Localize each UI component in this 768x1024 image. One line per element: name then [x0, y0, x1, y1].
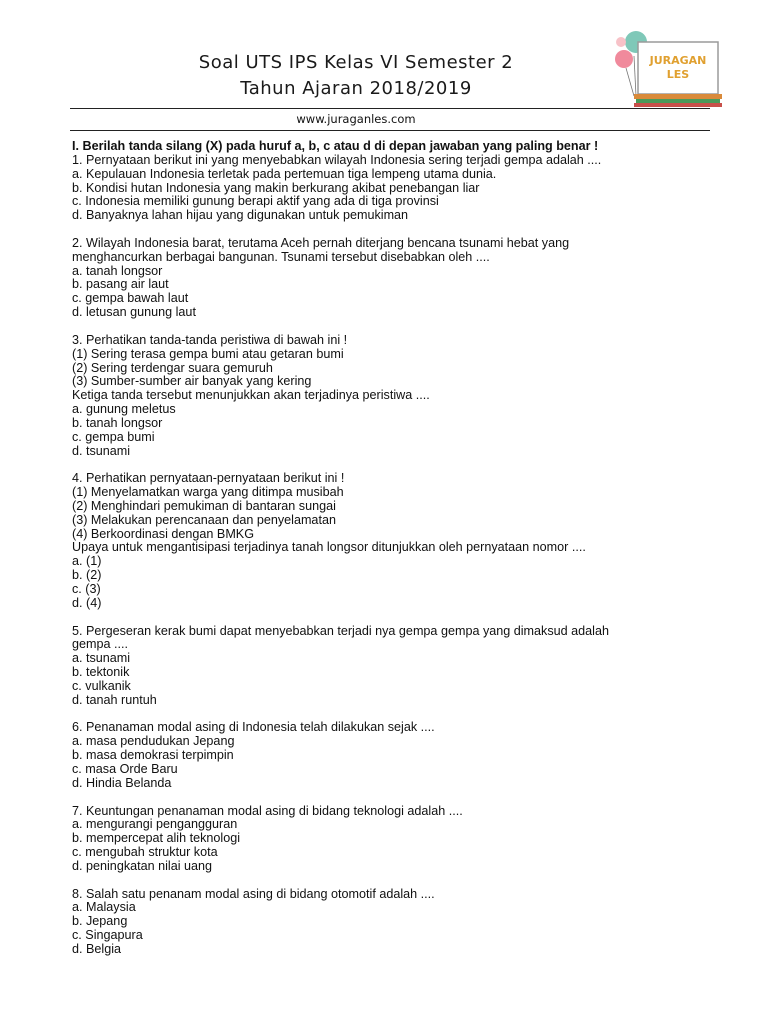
question-text: Ketiga tanda tersebut menunjukkan akan terjadinya peristiwa .... [72, 388, 430, 403]
question-text: 3. Perhatikan tanda-tanda peristiwa di bawah ini ! [72, 332, 348, 347]
question-text: (2) Sering terdengar suara gemuruh [72, 360, 273, 375]
logo-text-line2: LES [666, 68, 690, 81]
logo-text-line1: JURAGAN [649, 54, 707, 67]
question-8 [72, 874, 742, 957]
question-text: 5. Pergeseran kerak bumi dapat menyebabkan terjadi nya gempa gempa yang dimaksud adalah [72, 623, 609, 638]
answer-option: c. gempa bumi [72, 429, 155, 444]
header-divider-top [70, 108, 710, 109]
question-text: 2. Wilayah Indonesia barat, terutama Aceh pernah diterjang bencana tsunami hebat yang [72, 235, 570, 250]
instruction: I. Berilah tanda silang (X) pada huruf a, b, c atau d di depan jawaban yang paling benar ! [72, 139, 599, 153]
answer-option: b. tektonik [72, 665, 130, 680]
question-text: 4. Perhatikan pernyataan-pernyataan berikut ini ! [72, 471, 345, 486]
question-7 [72, 791, 742, 874]
answer-option: a. gunung meletus [72, 402, 176, 417]
question-4 [72, 458, 742, 610]
answer-option: a. (1) [72, 554, 102, 569]
answer-option: b. (2) [72, 568, 102, 583]
website-url: www.juraganles.com [296, 112, 416, 126]
question-text: (1) Sering terasa gempa bumi atau getaran bumi [72, 346, 344, 361]
answer-option: a. Kepulauan Indonesia terletak pada pertemuan tiga lempeng utama dunia. [72, 166, 497, 181]
question-5 [72, 611, 742, 708]
question-text: 6. Penanaman modal asing di Indonesia telah dilakukan sejak .... [72, 720, 435, 735]
question-text: (3) Sumber-sumber air banyak yang kering [72, 374, 312, 389]
answer-option: b. Kondisi hutan Indonesia yang makin berkurang akibat penebangan liar [72, 180, 480, 195]
answer-option: d. peningkatan nilai uang [72, 858, 213, 873]
question-text: 1. Pernyataan berikut ini yang menyebabkan wilayah Indonesia sering terjadi gempa adalah .... [72, 152, 602, 167]
question-text: 8. Salah satu penanam modal asing di bidang otomotif adalah .... [72, 886, 435, 901]
answer-option: d. (4) [72, 595, 102, 610]
answer-option: a. masa pendudukan Jepang [72, 734, 235, 749]
question-text: Upaya untuk mengantisipasi terjadinya tanah longsor ditunjukkan oleh pernyataan nomor .... [72, 540, 586, 555]
answer-option: c. (3) [72, 582, 101, 596]
question-list [72, 140, 742, 957]
answer-option: c. Indonesia memiliki gunung berapi aktif yang ada di tiga provinsi [72, 194, 439, 209]
question-text: (3) Melakukan perencanaan dan penyelamatan [72, 512, 336, 527]
answer-option: d. tanah runtuh [72, 692, 157, 707]
answer-option: d. Belgia [72, 941, 122, 956]
answer-option: b. mempercepat alih teknologi [72, 831, 241, 846]
question-text: menghancurkan berbagai bangunan. Tsunami tersebut disebabkan oleh .... [72, 249, 490, 264]
answer-option: a. tanah longsor [72, 263, 163, 278]
answer-option: b. Jepang [72, 914, 128, 929]
juragan-les-logo [612, 26, 722, 108]
answer-option: d. Banyaknya lahan hijau yang digunakan untuk pemukiman [72, 208, 409, 223]
answer-option: d. letusan gunung laut [72, 305, 196, 320]
question-6 [72, 708, 742, 791]
answer-option: a. Malaysia [72, 900, 136, 915]
document-subtitle: Tahun Ajaran 2018/2019 [240, 78, 472, 99]
header-divider-bottom [70, 130, 710, 131]
answer-option: b. masa demokrasi terpimpin [72, 748, 234, 763]
question-1 [72, 154, 742, 223]
answer-option: d. tsunami [72, 443, 131, 458]
question-text: gempa .... [72, 637, 129, 652]
answer-option: c. masa Orde Baru [72, 761, 178, 776]
question-text: 7. Keuntungan penanaman modal asing di bidang teknologi adalah .... [72, 803, 463, 818]
question-text: (1) Menyelamatkan warga yang ditimpa musibah [72, 485, 344, 500]
answer-option: c. Singapura [72, 928, 143, 943]
answer-option: a. mengurangi pengangguran [72, 817, 238, 832]
question-text: (4) Berkoordinasi dengan BMKG [72, 526, 255, 541]
answer-option: a. tsunami [72, 651, 131, 666]
answer-option: c. vulkanik [72, 678, 131, 693]
question-3 [72, 320, 742, 458]
answer-option: c. gempa bawah laut [72, 291, 189, 306]
question-text: (2) Menghindari pemukiman di bantaran sungai [72, 498, 336, 513]
answer-option: d. Hindia Belanda [72, 775, 172, 790]
document-title: Soal UTS IPS Kelas VI Semester 2 [198, 52, 514, 73]
answer-option: b. tanah longsor [72, 415, 163, 430]
question-2 [72, 223, 742, 320]
answer-option: c. mengubah struktur kota [72, 845, 218, 860]
answer-option: b. pasang air laut [72, 277, 169, 292]
